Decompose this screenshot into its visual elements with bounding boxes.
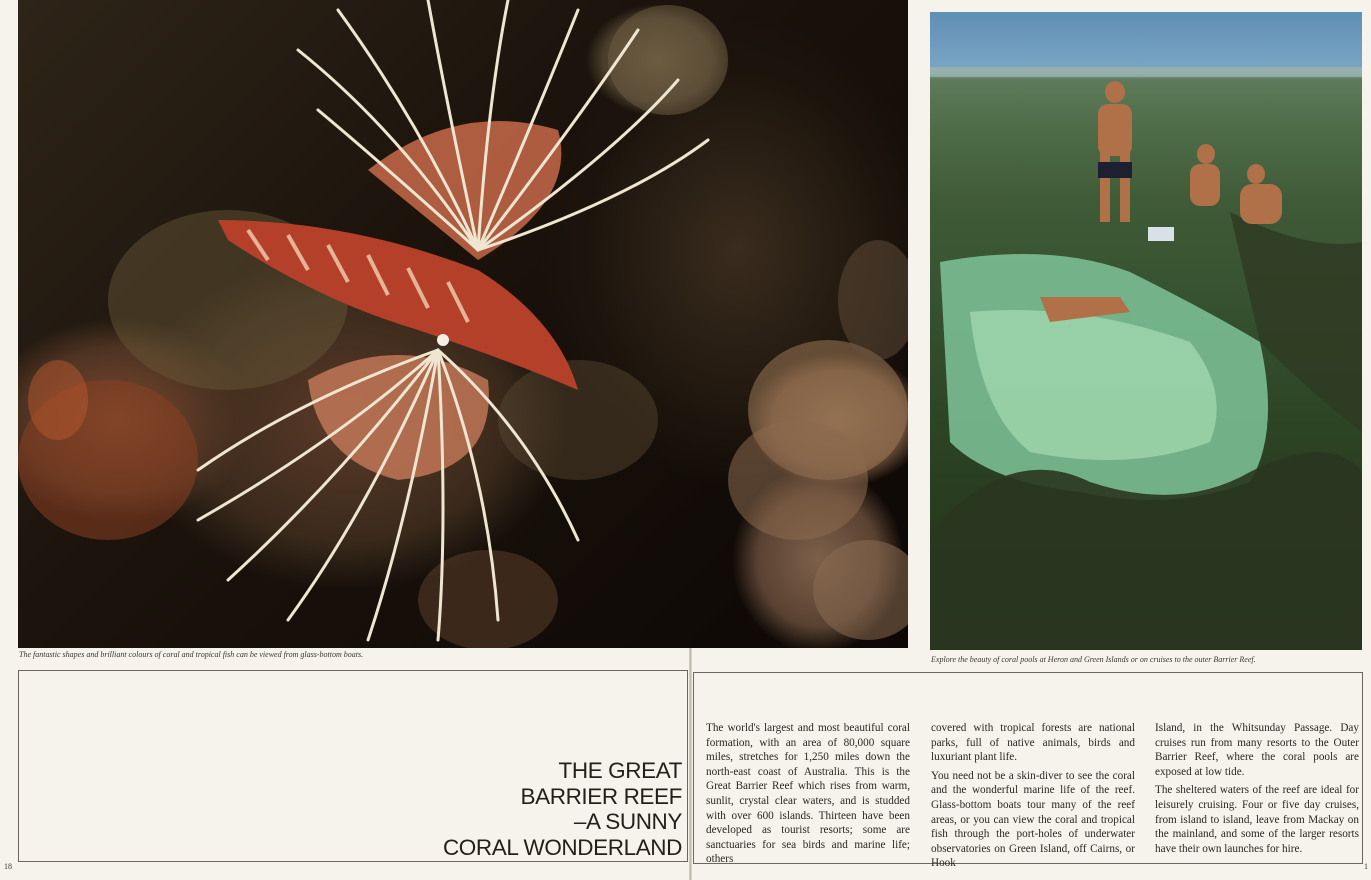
article-title xyxy=(443,758,682,860)
right-photo-caption: Explore the beauty of coral pools at Heron and Green Islands or on cruises to the outer Barrier Reef. xyxy=(931,655,1256,664)
lionfish-photo xyxy=(18,0,908,648)
title-line: BARRIER REEF xyxy=(520,783,682,809)
reef-pool-photo xyxy=(930,12,1362,650)
paragraph: The world's largest and most beautiful coral formation, with an area of 80,000 square miles, stretches for 1,250 miles down the north-east coast of Australia. This is the Great Barrier Reef which rises from warm, sunlit, crystal clear waters, and is studded with over 600 islands. Thirteen have been developed as tourist resorts; some are sanctuaries for sea birds and marine life; others xyxy=(706,722,910,866)
paragraph: covered with tropical forests are national parks, full of native animals, birds and luxuriant plant life. xyxy=(931,722,1135,764)
paragraph: You need not be a skin-diver to see the coral and the wonderful marine life of the reef. Glass-bottom boats tour many of the reef areas, or you can view the coral and tropical fish through the port-holes of underwater observatories on Green Island, off Cairns, or Hook xyxy=(931,769,1135,870)
paragraph: Island, in the Whitsunday Passage. Day cruises run from many resorts to the Outer Barrier Reef, where the coral pools are exposed at low tide. xyxy=(1155,722,1359,778)
title-panel xyxy=(18,670,688,862)
text-column-1 xyxy=(706,721,910,871)
title-line: THE GREAT xyxy=(558,758,682,783)
paragraph: The sheltered waters of the reef are ideal for leisurely cruising. Four or five day cruises, from island to island, leave from Mackay on the mainland, and some of the larger resorts have their own launches for hire. xyxy=(1155,784,1359,855)
body-text-panel xyxy=(693,672,1363,870)
text-column-3 xyxy=(1155,721,1359,860)
lionfish-illustration xyxy=(18,0,908,648)
left-photo-caption: The fantastic shapes and brilliant colours of coral and tropical fish can be viewed from glass-bottom boats. xyxy=(19,650,364,659)
title-line: –A SUNNY xyxy=(573,809,682,834)
page-number-right: 1 xyxy=(1364,862,1368,871)
text-column-2 xyxy=(931,721,1135,875)
reef-pool-illustration xyxy=(930,12,1362,650)
page-number-left: 18 xyxy=(4,862,12,871)
title-line: CORAL WONDERLAND xyxy=(442,834,682,860)
